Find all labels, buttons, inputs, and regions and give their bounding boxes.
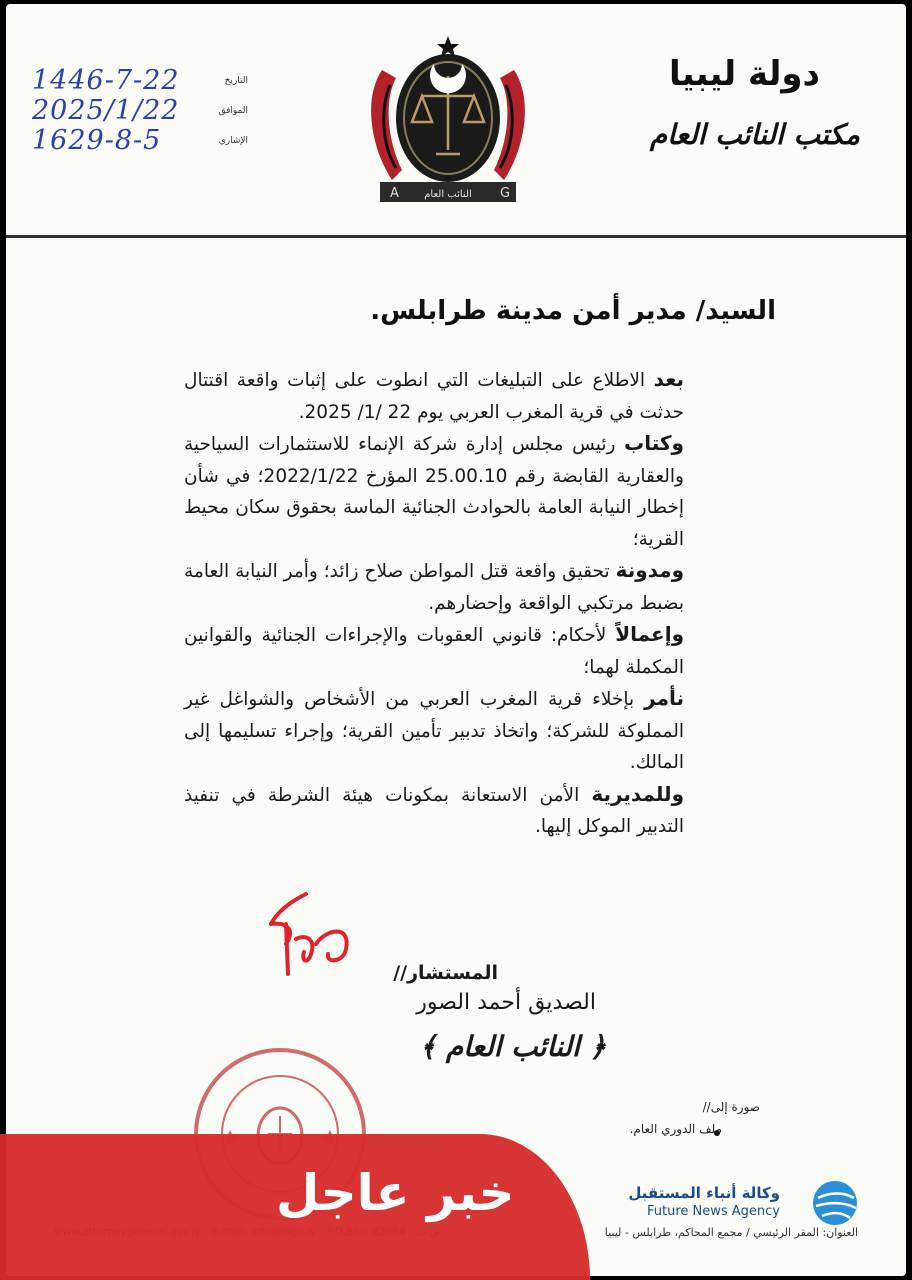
handwritten-reference-block bbox=[28, 65, 248, 156]
copy-to-item: ملف الدوري العام. bbox=[629, 1122, 722, 1136]
reference-number: 1629-8-5 bbox=[32, 125, 162, 156]
handwritten-signature bbox=[256, 884, 366, 984]
paragraph-1: بعد الاطلاع على التبليغات التي انطوت على إثبات واقعة اقتتال حدثت في قرية المغرب العربي يوم 22 /1/ 2025. bbox=[184, 367, 684, 423]
attorney-general-emblem bbox=[362, 30, 534, 206]
globe-icon bbox=[810, 1178, 860, 1228]
paragraph-3: ومدونة تحقيق واقعة قتل المواطن صلاح زائد؛ وأمر النيابة العامة بضبط مرتكبي الواقعة وإحضارهم. bbox=[184, 558, 684, 614]
signatory-name: الصديق أحمد الصور bbox=[416, 990, 596, 1015]
office-title: مكتب النائب العام bbox=[649, 118, 860, 151]
paragraph-6: وللمديرية الأمن الاستعانة بمكونات هيئة الشرطة في تنفيذ التدبير الموكل إليها. bbox=[184, 781, 684, 837]
paragraph-2: وكتاب رئيس مجلس إدارة شركة الإنماء للاستثمارات السياحية والعقارية القابضة رقم 25.00.10 المؤرخ 2022/1/22؛ في شأن إخطار النيابة العامة بالحوادث الجنائية الماسة بحقوق سكان محيط القرية؛ bbox=[184, 431, 684, 550]
document-page bbox=[6, 4, 906, 1276]
gregorian-date: 2025/1/22 bbox=[32, 95, 180, 126]
paragraph-5: نأمر بإخلاء قرية المغرب العربي من الأشخاص والشواغل غير المملوكة للشركة؛ واتخاذ تدبير تأمين القرية؛ وإجراء تسليمها إلى المالك. bbox=[184, 686, 684, 773]
copy-to-label: صورة إلى// bbox=[702, 1100, 760, 1114]
header-divider bbox=[6, 235, 906, 238]
breaking-news-label: خبر عاجل bbox=[276, 1164, 515, 1222]
emblem-banner-text: النائب العام bbox=[424, 189, 472, 200]
paragraph-4: وإعمالاً لأحكام: قانوني العقوبات والإجراءات الجنائية والقوانين المكملة لهما؛ bbox=[184, 622, 684, 678]
agency-name-arabic: وكالة أنباء المستقبل bbox=[628, 1184, 780, 1202]
agency-name-english: Future News Agency bbox=[646, 1204, 780, 1219]
letter-body bbox=[184, 364, 684, 843]
footer-address: العنوان: المقر الرئيسي / مجمع المحاكم، طرابلس - ليبيا bbox=[604, 1226, 858, 1239]
reference-label: الإشاري bbox=[218, 136, 248, 146]
counsel-title: المستشار// bbox=[393, 962, 498, 984]
addressee: السيد/ مدير أمن مدينة طرابلس. bbox=[370, 296, 776, 326]
hijri-date: 1446-7-22 bbox=[32, 65, 180, 96]
state-title: دولة ليبيا bbox=[669, 54, 820, 94]
corresponding-label: الموافق bbox=[218, 106, 248, 116]
signatory-role: ﴿ النائب العام ﴾ bbox=[419, 1030, 606, 1063]
emblem-letter-a: A bbox=[390, 186, 399, 201]
date-label: التاريخ bbox=[224, 76, 248, 86]
stamp-number: 202512202 bbox=[366, 1136, 441, 1151]
emblem-letter-g: G bbox=[500, 186, 511, 201]
